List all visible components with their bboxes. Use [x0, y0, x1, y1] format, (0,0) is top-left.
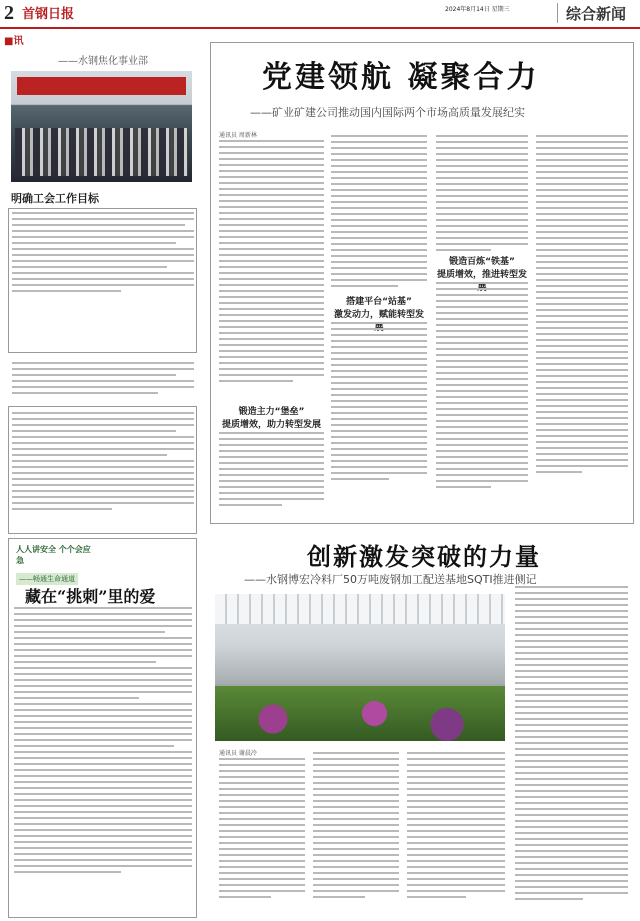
- main-2-col-1: [219, 758, 305, 902]
- header-divider: [557, 3, 558, 23]
- main-2-col-4: [515, 586, 628, 904]
- warehouse-photo: [215, 594, 505, 741]
- main-story-2-subtitle: ——水钢博宏冷料厂50万吨废钢加工配送基地SQTI推进侧记: [244, 573, 537, 586]
- main-1-col-1: [219, 140, 324, 386]
- main-1-col-2: [331, 135, 427, 291]
- left-story-headline: 明确工会工作目标: [11, 192, 99, 205]
- main-1-col-2b: [331, 322, 427, 484]
- main-story-2-byline: 通讯员 谢晨冷: [219, 750, 257, 757]
- essay-title: 藏在“挑刺”里的爱: [25, 587, 156, 606]
- column-logo-subtitle: ——畅通生命通道: [16, 573, 78, 585]
- main-story-2-title: 创新激发突破的力量: [307, 542, 541, 571]
- left-story-kicker: ——水钢焦化事业部: [58, 56, 148, 67]
- main-2-col-2: [313, 752, 399, 902]
- column-logo-title: 人人讲安全 个个会应急: [16, 545, 91, 565]
- meeting-photo: [11, 71, 192, 182]
- main-story-1-subtitle: ——矿业矿建公司推动国内国际两个市场高质量发展纪实: [250, 106, 525, 119]
- main-1-subhead-1: 锻造主力“堡垒” 提质增效，助力转型发展: [221, 407, 321, 430]
- photo-banner: [17, 77, 186, 95]
- main-1-col-3: [436, 135, 528, 255]
- news-tag: ■讯: [4, 36, 24, 47]
- left-info-body: [12, 412, 194, 514]
- main-story-1-byline: 通讯员 周新林: [219, 132, 257, 139]
- photo-flowers: [215, 686, 505, 741]
- photo-roof: [215, 594, 505, 624]
- essay-body: [14, 607, 192, 877]
- main-1-subhead-3: 锻造百炼“铁基” 提质增效，推进转型发: [436, 257, 527, 280]
- main-1-col-3b: [436, 282, 528, 492]
- main-1-col-4: [536, 135, 628, 477]
- photo-crowd: [15, 128, 188, 176]
- page-number: 2: [4, 2, 14, 24]
- newspaper-logo: 首钢日报: [22, 7, 75, 22]
- main-story-1-title: 党建领航 凝聚合力: [262, 60, 540, 95]
- header-rule: [0, 27, 640, 29]
- left-brief-body: [12, 362, 194, 398]
- column-logo: [16, 544, 96, 583]
- page-header: [0, 0, 640, 26]
- main-1-subhead-2: 搭建平台“站基” 激发动力，赋能转型发: [333, 297, 424, 320]
- section-title: 综合新闻: [566, 5, 627, 23]
- main-2-col-3: [407, 752, 505, 902]
- left-story-box: [8, 208, 197, 353]
- date-line: 2024年8月14日 星期三: [445, 6, 510, 13]
- main-1-col-1b: [219, 432, 324, 510]
